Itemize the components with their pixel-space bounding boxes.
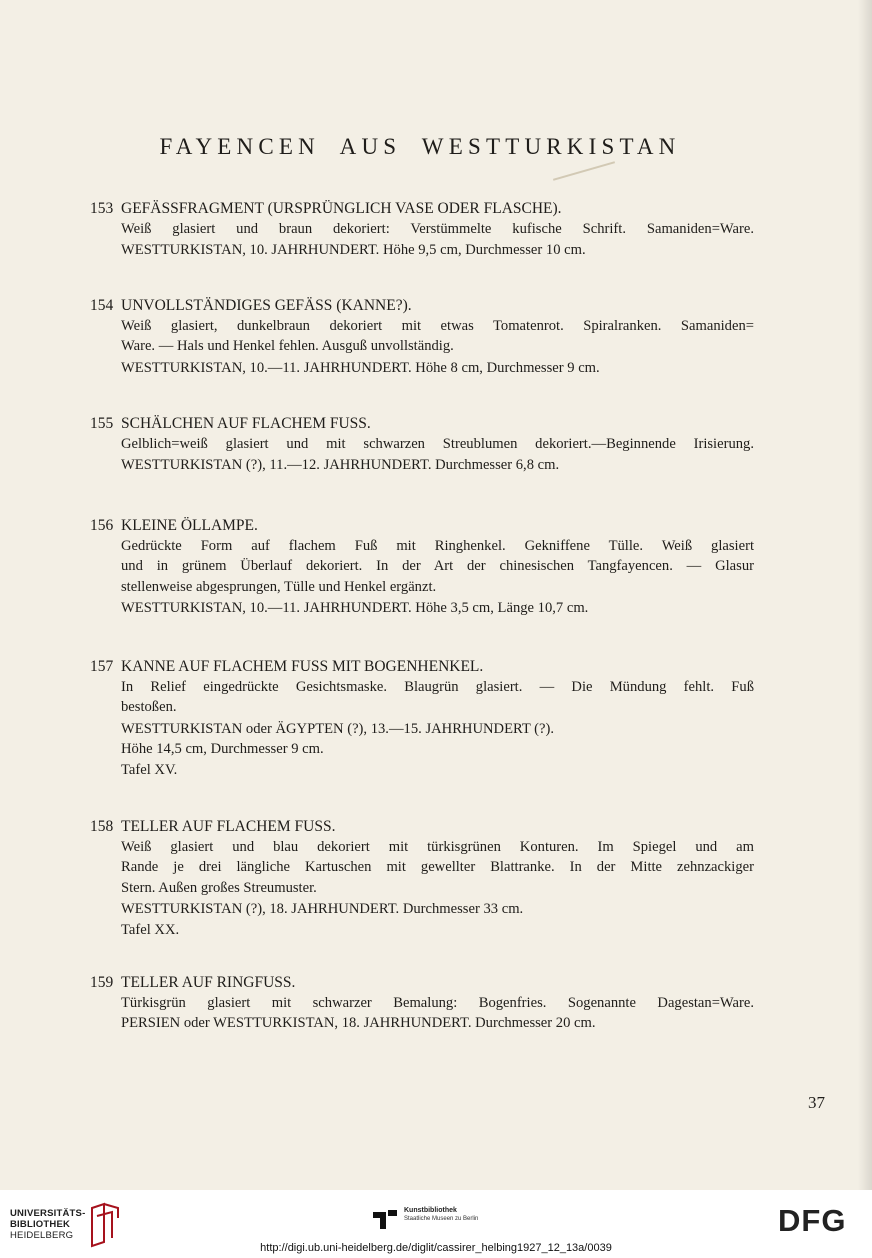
- ub-logo-line: HEIDELBERG: [10, 1230, 74, 1241]
- entry-provenance: PERSIEN oder WESTTURKISTAN, 18. JAHRHUNDERT. Durchmesser 20 cm.: [121, 1015, 596, 1032]
- kunstbibliothek-mark-icon: [372, 1208, 398, 1230]
- entry-title: TELLER AUF RINGFUSS.: [121, 974, 296, 991]
- ub-heidelberg-logo[interactable]: [10, 1208, 85, 1241]
- page-number: 37: [808, 1093, 825, 1112]
- entry-title: KANNE AUF FLACHEM FUSS MIT BOGENHENKEL.: [121, 658, 484, 675]
- entry-heading: [90, 198, 754, 219]
- entry-description: Türkisgrün glasiert mit schwarzer Bemalung: Bogenfries. Sogenannte Dagestan=Ware.: [121, 995, 754, 1011]
- digitization-footer: [0, 1190, 872, 1258]
- entry-title: GEFÄSSFRAGMENT (URSPRÜNGLICH VASE ODER FLASCHE).: [121, 200, 562, 217]
- catalog-entry-158: [90, 816, 754, 940]
- permalink-url[interactable]: http://digi.ub.uni-heidelberg.de/diglit/cassirer_helbing1927_12_13a/0039: [260, 1242, 612, 1254]
- catalog-entry-154: [90, 295, 754, 378]
- entry-description: Weiß glasiert und braun dekoriert: Verstümmelte kufische Schrift. Samaniden=Ware.: [121, 221, 754, 237]
- catalog-entry-159: [90, 972, 754, 1034]
- entry-heading: [90, 413, 754, 434]
- entry-plate: Tafel XV.: [121, 761, 178, 778]
- entry-number: 155: [90, 415, 114, 432]
- entry-title: UNVOLLSTÄNDIGES GEFÄSS (KANNE?).: [121, 297, 412, 314]
- entry-description: stellenweise abgesprungen, Tülle und Henkel ergänzt.: [121, 578, 437, 595]
- ub-logo-line: BIBLIOTHEK: [10, 1219, 71, 1230]
- entry-heading: [90, 295, 754, 316]
- ub-logo-line: UNIVERSITÄTS-: [10, 1208, 86, 1219]
- catalog-entry-153: [90, 198, 754, 261]
- entry-title: SCHÄLCHEN AUF FLACHEM FUSS.: [121, 415, 371, 432]
- entry-description: und in grünem Überlauf dekoriert. In der Art der chinesischen Tangfayencen. — Glasur: [121, 558, 754, 575]
- entry-dimensions: Höhe 14,5 cm, Durchmesser 9 cm.: [121, 741, 324, 758]
- entry-description: Gedrückte Form auf flachem Fuß mit Ringhenkel. Gekniffene Tülle. Weiß glasiert: [121, 538, 754, 554]
- entry-description: Gelblich=weiß glasiert und mit schwarzen Streublumen dekoriert.—Beginnende Irisierung.: [121, 436, 754, 452]
- entry-title: TELLER AUF FLACHEM FUSS.: [121, 818, 336, 835]
- entry-description: Weiß glasiert und blau dekoriert mit türkisgrünen Konturen. Im Spiegel und am: [121, 839, 754, 855]
- entry-provenance: WESTTURKISTAN, 10.—11. JAHRHUNDERT. Höhe 8 cm, Durchmesser 9 cm.: [121, 359, 600, 376]
- entry-number: 156: [90, 517, 114, 534]
- dfg-logo[interactable]: [778, 1206, 862, 1234]
- entry-description: In Relief eingedrückte Gesichtsmaske. Blaugrün glasiert. — Die Mündung fehlt. Fuß: [121, 679, 754, 695]
- entry-number: 158: [90, 818, 114, 835]
- entry-heading: [90, 656, 754, 677]
- kunstbibliothek-name: Kunstbibliothek: [404, 1207, 457, 1214]
- entry-description: Rande je drei längliche Kartuschen mit gewellter Blattranke. In der Mitte zehnzackiger: [121, 859, 754, 876]
- entry-heading: [90, 816, 754, 837]
- entry-number: 154: [90, 297, 114, 314]
- entry-description: Stern. Außen großes Streumuster.: [121, 879, 317, 896]
- entry-plate: Tafel XX.: [121, 921, 180, 938]
- entry-provenance: WESTTURKISTAN, 10.—11. JAHRHUNDERT. Höhe 3,5 cm, Länge 10,7 cm.: [121, 600, 589, 617]
- kunstbibliothek-subtitle: Staatliche Museen zu Berlin: [404, 1216, 479, 1222]
- entry-number: 153: [90, 200, 114, 217]
- entry-description: bestoßen.: [121, 699, 177, 716]
- dfg-logo-text: DFG: [778, 1206, 847, 1234]
- entry-provenance: WESTTURKISTAN oder ÄGYPTEN (?), 13.—15. JAHRHUNDERT (?).: [121, 720, 555, 737]
- entry-provenance: WESTTURKISTAN (?), 18. JAHRHUNDERT. Durchmesser 33 cm.: [121, 901, 524, 918]
- catalog-entry-156: [90, 515, 754, 619]
- catalog-entry-157: [90, 656, 754, 780]
- entry-description: Ware. — Hals und Henkel fehlen. Ausguß unvollständig.: [121, 338, 454, 355]
- entry-number: 159: [90, 974, 114, 991]
- catalog-entry-155: [90, 413, 754, 476]
- page-title: FAYENCEN AUS WESTTURKISTAN: [159, 134, 681, 159]
- pencil-mark: [553, 161, 615, 181]
- entry-provenance: WESTTURKISTAN (?), 11.—12. JAHRHUNDERT. Durchmesser 6,8 cm.: [121, 457, 560, 474]
- entry-description: Weiß glasiert, dunkelbraun dekoriert mit etwas Tomatenrot. Spiralranken. Samaniden=: [121, 318, 754, 334]
- kunstbibliothek-text: [404, 1206, 544, 1224]
- entry-title: KLEINE ÖLLAMPE.: [121, 517, 258, 534]
- entry-heading: [90, 515, 754, 536]
- entry-heading: [90, 972, 754, 993]
- entry-number: 157: [90, 658, 114, 675]
- entry-provenance: WESTTURKISTAN, 10. JAHRHUNDERT. Höhe 9,5 cm, Durchmesser 10 cm.: [121, 242, 586, 259]
